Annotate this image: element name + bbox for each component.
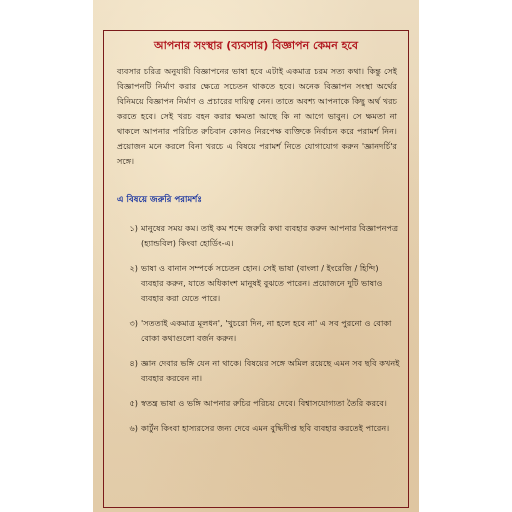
tips-list <box>117 221 401 446</box>
list-item-text: ভাষা ও বানান সম্পর্কে সচেতন হোন। সেই ভাষা (বাংলা / ইংরেজি / হিন্দি) ব্যবহার করুন, যাতে অধিকাংশ মানুষই বুঝতে পারেন। প্রয়োজনে দুটি ভাষাও ব্যবহার করা যেতে পারে। <box>141 263 383 303</box>
list-item-number: ২) <box>129 263 138 273</box>
document-page <box>93 0 419 512</box>
list-item <box>117 396 401 411</box>
list-item <box>117 316 401 346</box>
list-item-text: জ্ঞান দেবার ভঙ্গি যেন না থাকে। বিষয়ের সঙ্গে অমিল রয়েছে এমন সব ছবি কখনই ব্যবহার করবেন না। <box>141 358 400 383</box>
intro-paragraph: ব্যবসার চরিত্র অনুযায়ী বিজ্ঞাপনের ভাষা হবে এটাই একমাত্র চরম সত্য কথা। কিন্তু সেই বিজ্ঞাপনটি নির্মাণ করার ক্ষেত্রে সচেতন থাকতে হবে। অনেক বিজ্ঞাপন সংস্থা অর্থের বিনিময়ে বিজ্ঞাপন নির্মাণ ও প্রচারের দায়িত্ব নেন। তাতে অবশ্য আপনাকে কিছু অর্থ খরচ করতে হবে। সেই খরচ বহন করার ক্ষমতা আছে কি না আগে ভাবুন। সে ক্ষমতা না থাকলে আপনার পরিচিত রুচিবান কোনও নিরপেক্ষ ব্যক্তিকে নির্বাচন করে পরামর্শ নিন। প্রয়োজন মনে করলে বিনা খরচে এ বিষয়ে পরামর্শ নিতে যোগাযোগ করুন 'জ্ঞানদর্চি'র সঙ্গে। <box>117 66 397 166</box>
list-item <box>117 356 401 386</box>
list-item <box>117 261 401 306</box>
list-item-number: ৩) <box>129 318 138 328</box>
list-item-number: ১) <box>129 223 138 233</box>
list-item-text: 'সততাই একমাত্র মূলধন', 'খুচরো দিন, না হলে হবে না' এ সব পুরনো ও বোকা বোকা কথাগুলো বর্জন করুন। <box>141 318 392 343</box>
list-item-number: ৪) <box>129 358 138 368</box>
list-item-text: মানুষের সময় কম। তাই কম শব্দে জরুরি কথা ব্যবহার করুন আপনার বিজ্ঞাপনপত্র (হ্যান্ডবিল) কিংবা হোর্ডিং-এ। <box>141 223 399 248</box>
page-title: আপনার সংস্থার (ব্যবসার) বিজ্ঞাপন কেমন হবে <box>154 39 358 52</box>
list-item-number: ৫) <box>129 398 138 408</box>
list-item <box>117 221 401 251</box>
list-item-text: স্বতন্ত্র ভাষা ও ভঙ্গি আপনার রুচির পরিচয় দেবে। বিশ্বাসযোগ্যতা তৈরি করবে। <box>141 398 387 408</box>
list-item-number: ৬) <box>129 423 138 433</box>
list-item <box>117 421 401 436</box>
list-item-text: কার্টুন কিংবা হাস্যরসের জন্য দেবে এমন বুদ্ধিদীপ্ত ছবি ব্যবহার করতেই পারেন। <box>141 423 390 433</box>
section-heading: এ বিষয়ে জরুরি পরামর্শঃ <box>117 195 202 205</box>
